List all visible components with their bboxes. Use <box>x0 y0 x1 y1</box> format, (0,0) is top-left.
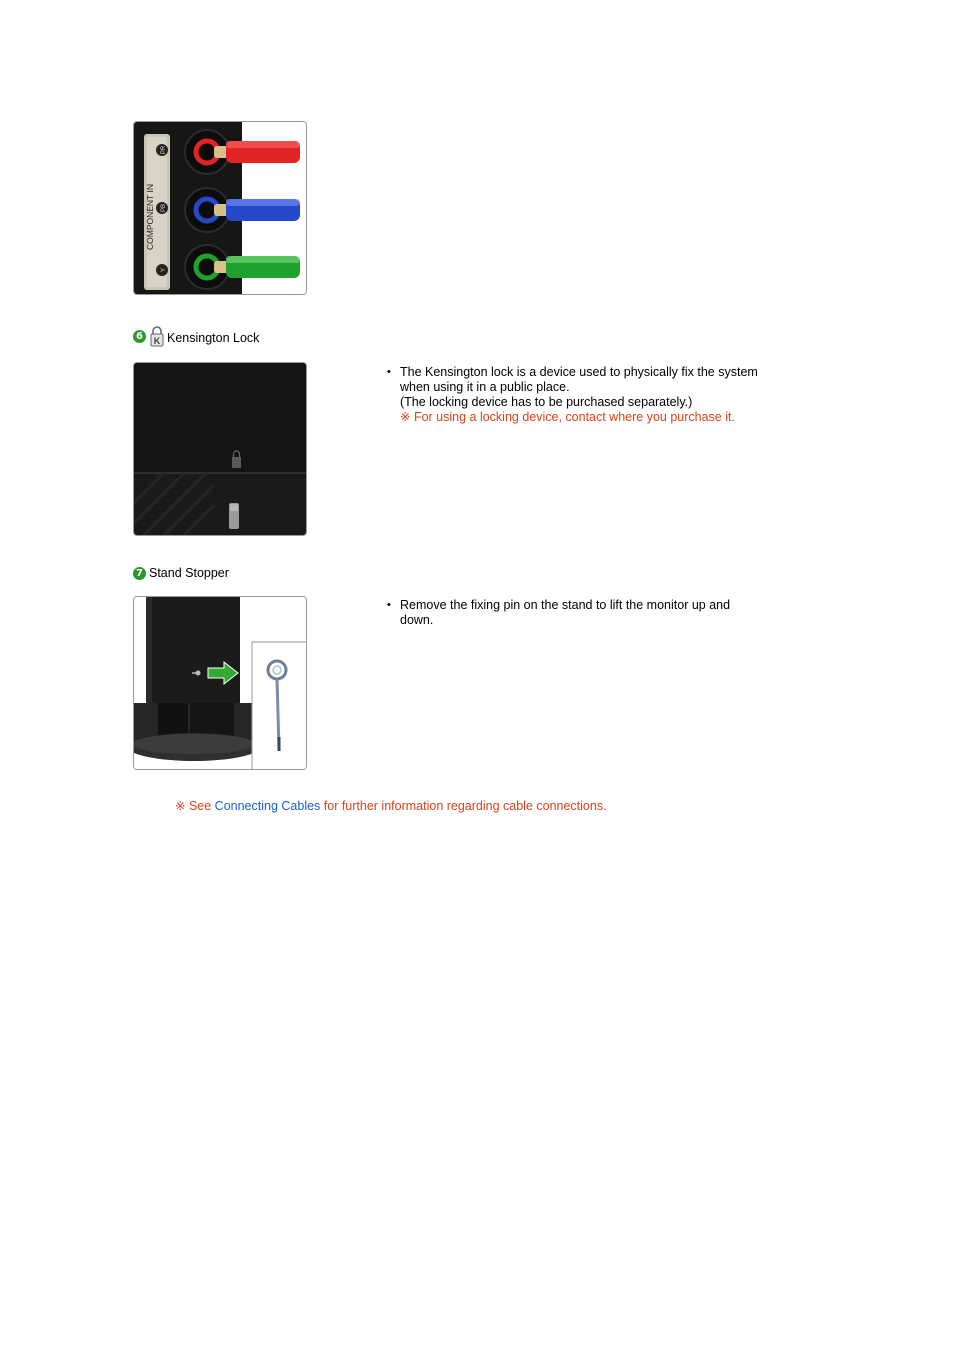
footer-suffix: for further information regarding cable connections. <box>320 799 607 813</box>
stand-stopper-photo <box>133 596 307 770</box>
component-in-photo <box>133 121 307 295</box>
component-panel-label <box>145 184 155 250</box>
kensington-photo <box>133 362 307 536</box>
connecting-cables-link[interactable]: Connecting Cables <box>214 799 321 813</box>
stand-stopper-description <box>386 598 756 628</box>
stand-stopper-bullet-text: Remove the fixing pin on the stand to lift the monitor up and down. <box>400 598 731 627</box>
jack-label-pb: PB <box>161 203 167 213</box>
kensington-description <box>386 365 766 425</box>
jack-label-pr: PR <box>161 145 167 155</box>
kensington-title: Kensington Lock <box>167 331 260 345</box>
list-item <box>386 365 766 425</box>
footer-note <box>175 799 775 814</box>
stand-stopper-title: Stand Stopper <box>149 566 229 580</box>
list-item <box>386 598 756 628</box>
kensington-lock-icon <box>149 325 165 347</box>
kensington-purchase-note: ※ For using a locking device, contact where you purchase it. <box>400 410 735 424</box>
component-in-label: COMPONENT IN <box>145 184 155 250</box>
step-number-badge: 7 <box>133 567 146 580</box>
stand-stopper-heading <box>133 565 229 581</box>
svg-text:K: K <box>153 336 161 346</box>
kensington-heading <box>133 324 259 348</box>
step-number-badge: 6 <box>133 330 146 343</box>
footer-prefix: ※ See <box>175 799 215 813</box>
jack-label-y: Y <box>161 267 167 273</box>
kensington-bullet-text: The Kensington lock is a device used to physically fix the system when using it in a public place. <box>400 365 758 394</box>
kensington-bullet-note: (The locking device has to be purchased separately.) <box>400 395 693 409</box>
